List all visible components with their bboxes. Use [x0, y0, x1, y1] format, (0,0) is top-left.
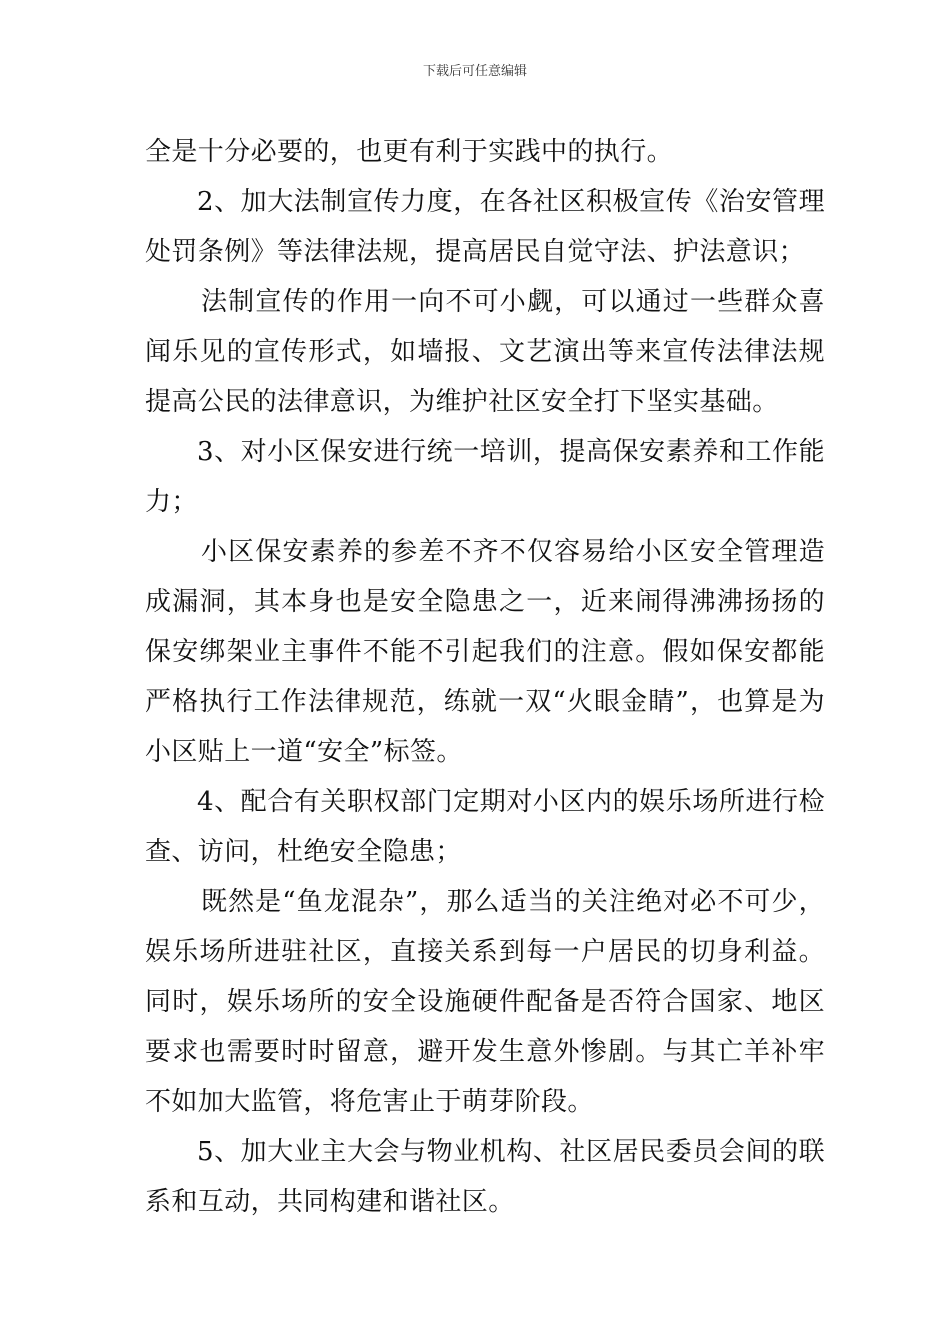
paragraph-2: 2、加大法制宣传力度，在各社区积极宣传《治安管理处罚条例》等法律法规，提高居民自觉守法、护法意识；	[145, 187, 825, 267]
paragraph-7: 既然是“鱼龙混杂”，那么适当的关注绝对必不可少，娱乐场所进驻社区，直接关系到每一户居民的切身利益。同时，娱乐场所的安全设施硬件配备是否符合国家、地区要求也需要时时留意，避开发生意外惨剧。与其亡羊补牢不如加大监管，将危害止于萌芽阶段。	[145, 887, 825, 1117]
paragraph-8: 5、加大业主大会与物业机构、社区居民委员会间的联系和互动，共同构建和谐社区。	[145, 1137, 825, 1217]
page-header: 下载后可任意编辑	[422, 64, 527, 79]
paragraph-6: 4、配合有关职权部门定期对小区内的娱乐场所进行检查、访问，杜绝安全隐患；	[145, 787, 825, 867]
paragraph-5: 小区保安素养的参差不齐不仅容易给小区安全管理造成漏洞，其本身也是安全隐患之一，近来闹得沸沸扬扬的保安绑架业主事件不能不引起我们的注意。假如保安都能严格执行工作法律规范，练就一双“火眼金睛”，也算是为小区贴上一道“安全”标签。	[145, 537, 825, 767]
document-body	[145, 127, 825, 1227]
paragraph-1: 全是十分必要的，也更有利于实践中的执行。	[145, 137, 674, 167]
paragraph-4: 3、对小区保安进行统一培训，提高保安素养和工作能力；	[145, 437, 825, 517]
paragraph-3: 法制宣传的作用一向不可小觑，可以通过一些群众喜闻乐见的宣传形式，如墙报、文艺演出等来宣传法律法规提高公民的法律意识，为维护社区安全打下坚实基础。	[145, 287, 825, 417]
